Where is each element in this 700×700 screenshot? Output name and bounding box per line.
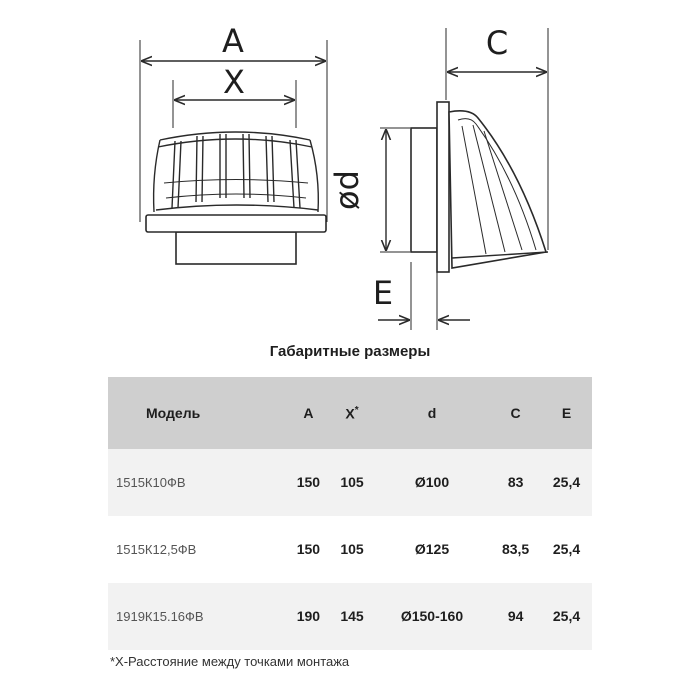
header-x: X* bbox=[330, 377, 374, 449]
dim-label-c: C bbox=[485, 24, 509, 62]
table-header-row bbox=[108, 377, 592, 449]
cell-x: 105 bbox=[330, 516, 374, 583]
cell-x: 105 bbox=[330, 449, 374, 516]
cell-d: Ø100 bbox=[374, 449, 490, 516]
dimension-drawing bbox=[0, 0, 700, 340]
cell-x: 145 bbox=[330, 583, 374, 650]
cell-c: 94 bbox=[490, 583, 541, 650]
cell-e: 25,4 bbox=[541, 449, 592, 516]
header-a: A bbox=[287, 377, 331, 449]
cell-c: 83,5 bbox=[490, 516, 541, 583]
cell-a: 190 bbox=[287, 583, 331, 650]
header-model: Модель bbox=[108, 377, 287, 449]
cell-model: 1515К10ФВ bbox=[108, 449, 287, 516]
cell-a: 150 bbox=[287, 516, 331, 583]
front-view bbox=[140, 22, 327, 264]
table-row bbox=[108, 516, 592, 583]
dim-label-x: X bbox=[223, 63, 245, 101]
footnote: *Х-Расстояние между точками монтажа bbox=[110, 654, 350, 669]
cell-model: 1919К15.16ФВ bbox=[108, 583, 287, 650]
table-row bbox=[108, 583, 592, 650]
cell-e: 25,4 bbox=[541, 583, 592, 650]
table-row bbox=[108, 449, 592, 516]
cell-e: 25,4 bbox=[541, 516, 592, 583]
cell-a: 150 bbox=[287, 449, 331, 516]
cell-model: 1515К12,5ФВ bbox=[108, 516, 287, 583]
header-d: d bbox=[374, 377, 490, 449]
header-e: E bbox=[541, 377, 592, 449]
dim-label-d: ød bbox=[328, 170, 366, 210]
cell-c: 83 bbox=[490, 449, 541, 516]
cell-d: Ø125 bbox=[374, 516, 490, 583]
side-view bbox=[328, 24, 548, 330]
dimensions-table bbox=[108, 377, 592, 650]
header-c: C bbox=[490, 377, 541, 449]
dim-label-e: E bbox=[372, 274, 394, 312]
asterisk-mark: * bbox=[354, 404, 359, 416]
cell-d: Ø150-160 bbox=[374, 583, 490, 650]
dim-label-a: A bbox=[222, 22, 244, 60]
section-title: Габаритные размеры bbox=[269, 343, 431, 360]
